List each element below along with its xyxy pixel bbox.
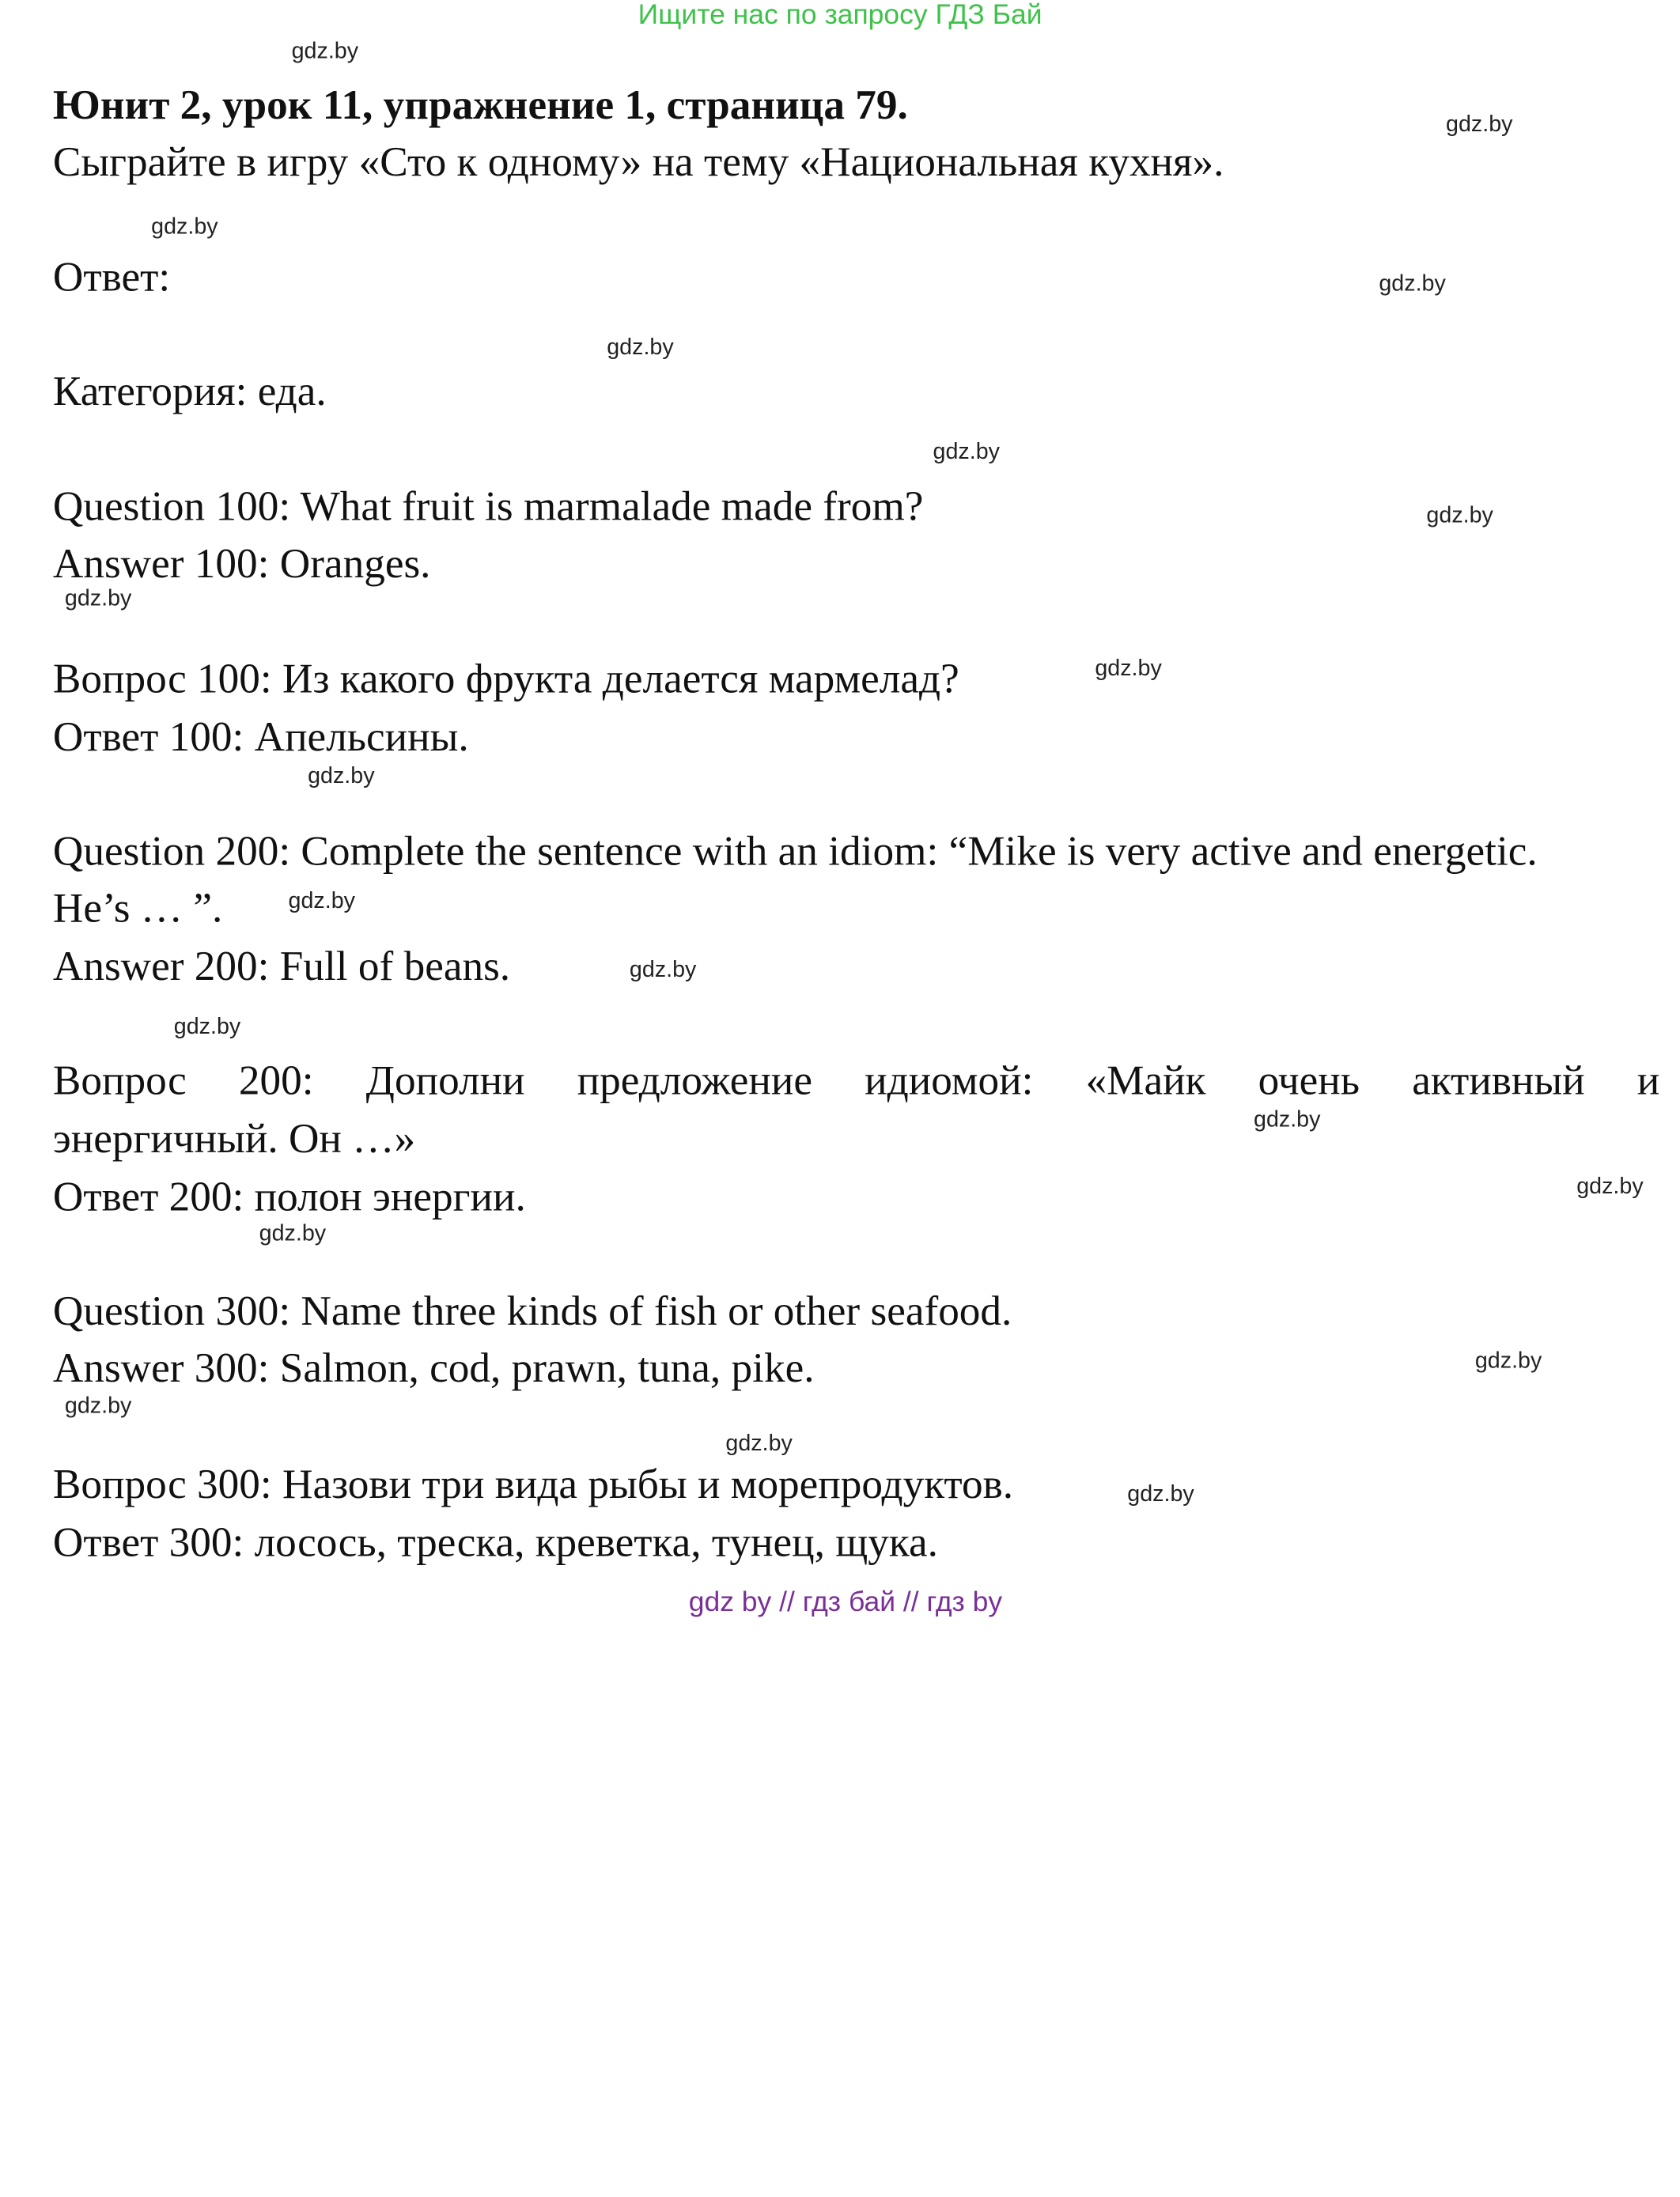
- question-200-ru-line2: энергичный. Он …»: [52, 1115, 416, 1163]
- task-text: Сыграйте в игру «Сто к одному» на тему «Национальная кухня».: [52, 138, 1224, 186]
- answer-300-en: Answer 300: Salmon, cod, prawn, tuna, pike.: [52, 1344, 815, 1392]
- watermark: gdz.by: [725, 1431, 793, 1457]
- question-200-en-line2: He’s … ”.: [52, 885, 223, 932]
- answer-200-en: Answer 200: Full of beans.: [52, 943, 511, 990]
- watermark: gdz.by: [64, 585, 132, 611]
- watermark: gdz.by: [1379, 271, 1446, 297]
- watermark: gdz.by: [1446, 112, 1513, 137]
- watermark: gdz.by: [607, 335, 674, 360]
- answer-200-ru: Ответ 200: полон энергии.: [52, 1174, 526, 1220]
- watermark: gdz.by: [629, 957, 697, 982]
- watermark: gdz.by: [1095, 656, 1162, 681]
- page-title: Юнит 2, урок 11, упражнение 1, страница 79.: [52, 81, 908, 129]
- answer-label: Ответ:: [52, 254, 171, 301]
- watermark: gdz.by: [1576, 1174, 1644, 1199]
- watermark: gdz.by: [1474, 1348, 1542, 1374]
- watermark: gdz.by: [291, 39, 359, 64]
- question-200-en-line1: Question 200: Complete the sentence with an idiom: “Mike is very active and energetic.: [52, 828, 1538, 875]
- watermark: gdz.by: [933, 439, 1001, 464]
- answer-300-ru: Ответ 300: лосось, треска, креветка, тунец, щука.: [52, 1519, 938, 1566]
- watermark: gdz.by: [173, 1014, 241, 1040]
- watermark: gdz.by: [1253, 1106, 1321, 1133]
- watermark: gdz.by: [308, 763, 375, 788]
- watermark: gdz.by: [64, 1393, 132, 1419]
- watermark: gdz.by: [151, 214, 218, 240]
- question-300-en: Question 300: Name three kinds of fish or other seafood.: [52, 1288, 1012, 1335]
- watermark: gdz.by: [1127, 1481, 1194, 1507]
- category-text: Категория: еда.: [52, 368, 327, 415]
- watermark: gdz.by: [288, 888, 355, 913]
- footer-links[interactable]: gdz by // гдз бай // гдз by: [688, 1585, 1003, 1618]
- answer-100-en: Answer 100: Oranges.: [52, 540, 431, 588]
- watermark: gdz.by: [1426, 502, 1493, 528]
- question-300-ru: Вопрос 300: Назови три вида рыбы и морепродуктов.: [52, 1461, 1014, 1508]
- question-100-ru: Вопрос 100: Из какого фрукта делается мармелад?: [52, 656, 959, 702]
- question-100-en: Question 100: What fruit is marmalade made from?: [52, 483, 924, 530]
- question-200-ru-line1: Вопрос 200: Дополни предложение идиомой: «Майк очень активный и: [52, 1057, 1660, 1104]
- search-banner[interactable]: Ищите нас по запросу ГДЗ Бай: [638, 0, 1042, 31]
- answer-100-ru: Ответ 100: Апельсины.: [52, 713, 469, 761]
- watermark: gdz.by: [259, 1221, 327, 1246]
